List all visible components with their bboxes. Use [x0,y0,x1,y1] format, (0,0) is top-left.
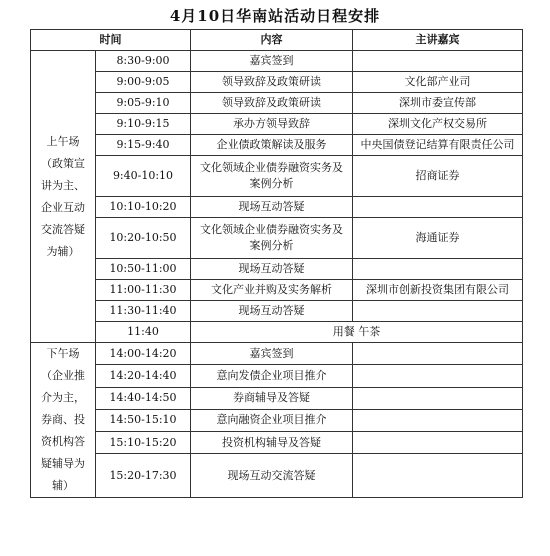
table-row [31,156,523,197]
table-row [31,409,523,431]
time-cell: 11:00-11:30 [96,280,191,301]
table-row-lunch [31,322,523,343]
time-cell: 9:15-9:40 [96,135,191,156]
time-cell: 14:50-15:10 [96,409,191,431]
speaker-cell: 中央国债登记结算有限责任公司 [353,135,523,156]
morning-section [31,51,523,343]
time-cell: 10:10-10:20 [96,197,191,218]
content-cell: 现场互动答疑 [191,197,353,218]
table-row [31,343,523,365]
page-title: 4月10日华南站活动日程安排 [169,7,381,25]
table-row [31,432,523,454]
time-cell: 9:00-9:05 [96,72,191,93]
speaker-cell [353,387,523,409]
table-row [31,218,523,259]
time-cell: 15:10-15:20 [96,432,191,454]
header-content: 内容 [191,30,353,51]
speaker-cell [353,409,523,431]
content-cell: 文化产业并购及实务解析 [191,280,353,301]
table-row [31,72,523,93]
table-row [31,365,523,387]
time-cell: 14:00-14:20 [96,343,191,365]
content-cell: 现场互动答疑 [191,259,353,280]
speaker-cell: 深圳市创新投资集团有限公司 [353,280,523,301]
morning-session-label: 上午场（政策宣讲为主、企业互动交流答疑为辅） [31,51,96,343]
speaker-cell [353,432,523,454]
speaker-cell: 深圳文化产权交易所 [353,114,523,135]
schedule-table [30,29,523,498]
table-row [31,259,523,280]
speaker-cell [353,197,523,218]
time-cell: 11:40 [96,322,191,343]
content-cell: 意向发债企业项目推介 [191,365,353,387]
table-row [31,387,523,409]
content-cell: 企业债政策解读及服务 [191,135,353,156]
table-row [31,454,523,498]
content-cell: 嘉宾签到 [191,343,353,365]
content-cell: 文化领域企业债券融资实务及案例分析 [191,218,353,259]
time-cell: 14:40-14:50 [96,387,191,409]
speaker-cell [353,365,523,387]
content-cell: 承办方领导致辞 [191,114,353,135]
content-cell: 领导致辞及政策研读 [191,93,353,114]
time-cell: 9:40-10:10 [96,156,191,197]
table-row [31,301,523,322]
table-row [31,197,523,218]
lunch-content-cell: 用餐 午茶 [191,322,523,343]
table-row [31,280,523,301]
header-time: 时间 [31,30,191,51]
content-cell: 投资机构辅导及答疑 [191,432,353,454]
table-row [31,135,523,156]
content-cell: 文化领域企业债券融资实务及案例分析 [191,156,353,197]
time-cell: 10:20-10:50 [96,218,191,259]
table-row [31,51,523,72]
speaker-cell [353,259,523,280]
time-cell: 15:20-17:30 [96,454,191,498]
content-cell: 领导致辞及政策研读 [191,72,353,93]
time-cell: 9:05-9:10 [96,93,191,114]
speaker-cell: 招商证券 [353,156,523,197]
header-speaker: 主讲嘉宾 [353,30,523,51]
content-cell: 现场互动交流答疑 [191,454,353,498]
time-cell: 11:30-11:40 [96,301,191,322]
speaker-cell [353,301,523,322]
content-cell: 意向融资企业项目推介 [191,409,353,431]
speaker-cell: 深圳市委宣传部 [353,93,523,114]
time-cell: 10:50-11:00 [96,259,191,280]
content-cell: 现场互动答疑 [191,301,353,322]
speaker-cell: 文化部产业司 [353,72,523,93]
time-cell: 9:10-9:15 [96,114,191,135]
afternoon-section [31,343,523,498]
speaker-cell: 海通证券 [353,218,523,259]
content-cell: 嘉宾签到 [191,51,353,72]
speaker-cell [353,343,523,365]
table-row [31,93,523,114]
afternoon-session-label: 下午场（企业推介为主，券商、投资机构答疑辅导为辅） [31,343,96,498]
time-cell: 14:20-14:40 [96,365,191,387]
content-cell: 券商辅导及答疑 [191,387,353,409]
speaker-cell [353,454,523,498]
time-cell: 8:30-9:00 [96,51,191,72]
speaker-cell [353,51,523,72]
table-row [31,114,523,135]
